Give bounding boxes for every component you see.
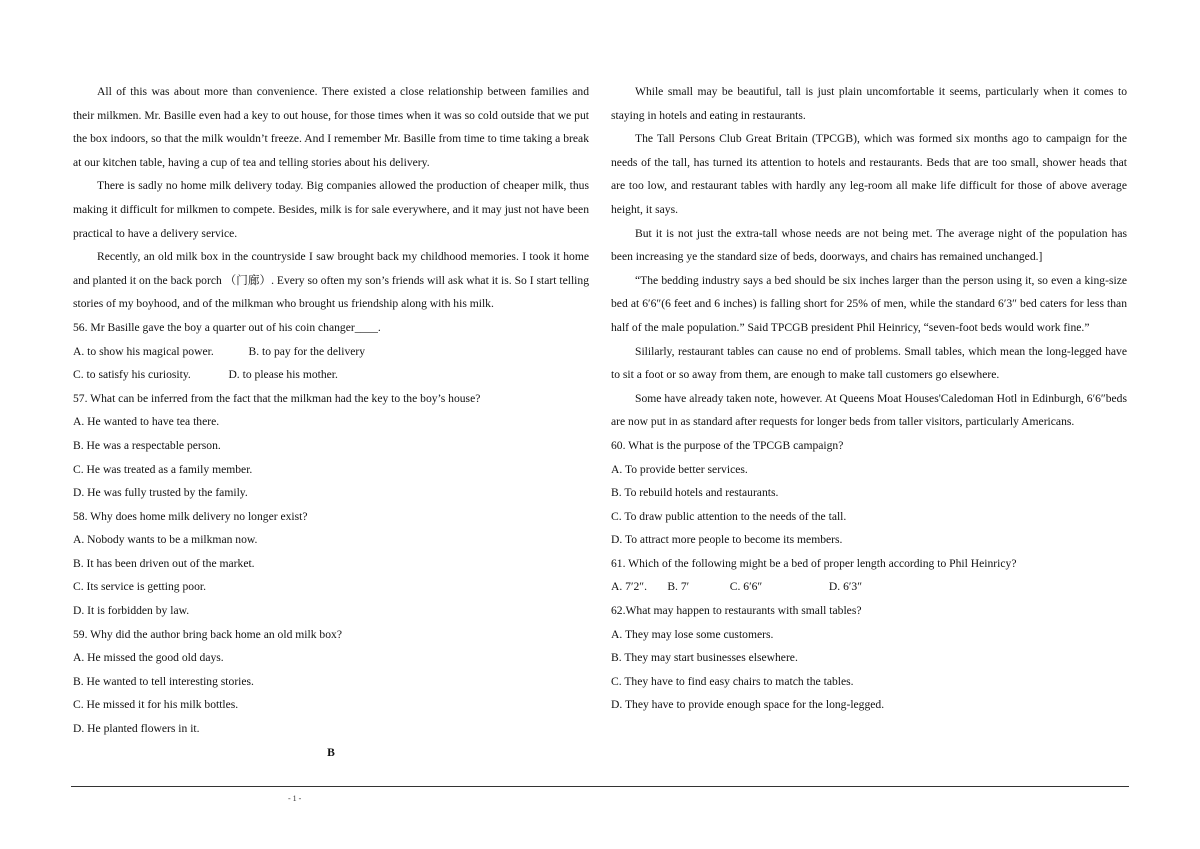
- passage-b-paragraph-3: But it is not just the extra-tall whose needs are not being met. The average night of the population has been increasing ye the standard size of beds, doorways, and chairs has remained unchanged.]: [611, 226, 1127, 264]
- passage-b-paragraph-2: The Tall Persons Club Great Britain (TPCGB), which was formed six months ago to campaign for the needs of the tall, has turned its attention to hotels and restaurants. Beds that are too small, shower heads that are too low, and restaurant tables with hardly any leg-room all make life difficult for those of above average height, it says.: [611, 132, 1127, 216]
- question-61-options: A. 7′2″. B. 7′ C. 6′6″ D. 6′3″: [611, 580, 863, 594]
- passage-b-paragraph-6: Some have already taken note, however. At Queens Moat Houses'Caledoman Hotl in Edinburgh, 6′6″beds are now put in as standard after requests for longer beds from taller visitors, particularly Americans.: [611, 391, 1127, 429]
- question-56-options-row-2: C. to satisfy his curiosity. D. to please his mother.: [73, 368, 338, 382]
- passage-paragraph-2: There is sadly no home milk delivery today. Big companies allowed the production of cheaper milk, thus making it difficult for milkmen to compete. Besides, milk is for sale everywhere, and it may just not have been practical to have a delivery service.: [73, 179, 589, 240]
- passage-paragraph-3: Recently, an old milk box in the countryside I saw brought back my childhood memories. I took it home and planted it on the back porch （门廊）. Every so often my son’s friends will ask what it is. So I start telling stories of my boyhood, and of the milkman who brought us friendship along with his milk.: [73, 250, 589, 311]
- question-57-option-d: D. He was fully trusted by the family.: [73, 486, 248, 500]
- passage-b-paragraph-5: Sililarly, restaurant tables can cause no end of problems. Small tables, which mean the long-legged have to sit a foot or so away from them, are enough to make tall customers go elsewhere.: [611, 344, 1127, 382]
- question-62-option-b: B. They may start businesses elsewhere.: [611, 651, 798, 665]
- passage-paragraph-1: All of this was about more than convenience. There existed a close relationship between families and their milkmen. Mr. Basille even had a key to out house, for those times when it was so cold outside that we put the box indoors, so that the milk wouldn’t freeze. And I remember Mr. Basille from time to time taking a break at our kitchen table, having a cup of tea and telling stories about his delivery.: [73, 85, 589, 169]
- question-58-option-d: D. It is forbidden by law.: [73, 604, 190, 618]
- question-59-option-d: D. He planted flowers in it.: [73, 722, 200, 736]
- question-57-option-a: A. He wanted to have tea there.: [73, 415, 220, 429]
- question-59: 59. Why did the author bring back home an old milk box?: [73, 627, 342, 641]
- question-56-options-row-1: A. to show his magical power. B. to pay for the delivery: [73, 344, 366, 358]
- passage-b-paragraph-4: “The bedding industry says a bed should be six inches larger than the person using it, so even a king-size bed at 6′6″(6 feet and 6 inches) is falling short for 25% of men, while the standard 6′3″ bed caters for less than half of the male population.” Said TPCGB president Phil Heinricy, “seven-foot beds would work fine.”: [611, 273, 1127, 334]
- question-62: 62.What may happen to restaurants with small tables?: [611, 604, 862, 618]
- question-60-option-c: C. To draw public attention to the needs of the tall.: [611, 509, 847, 523]
- page-number: - 1 -: [288, 794, 302, 803]
- question-58-option-b: B. It has been driven out of the market.: [73, 556, 255, 570]
- question-57-option-c: C. He was treated as a family member.: [73, 462, 253, 476]
- question-60-option-a: A. To provide better services.: [611, 462, 748, 476]
- section-label-b: B: [327, 745, 335, 759]
- right-column: [611, 80, 1127, 717]
- passage-b-paragraph-1: While small may be beautiful, tall is just plain uncomfortable it seems, particularly when it comes to staying in hotels and eating in restaurants.: [611, 85, 1127, 122]
- question-57: 57. What can be inferred from the fact that the milkman had the key to the boy’s house?: [73, 391, 481, 405]
- question-59-option-c: C. He missed it for his milk bottles.: [73, 698, 239, 712]
- question-60-option-b: B. To rebuild hotels and restaurants.: [611, 486, 779, 500]
- question-60-option-d: D. To attract more people to become its members.: [611, 533, 843, 547]
- question-62-option-a: A. They may lose some customers.: [611, 627, 774, 641]
- question-59-option-a: A. He missed the good old days.: [73, 651, 224, 665]
- question-62-option-c: C. They have to find easy chairs to match the tables.: [611, 674, 854, 688]
- question-61: 61. Which of the following might be a bed of proper length according to Phil Heinricy?: [611, 556, 1017, 570]
- question-59-option-b: B. He wanted to tell interesting stories.: [73, 674, 254, 688]
- question-62-option-d: D. They have to provide enough space for the long-legged.: [611, 698, 885, 712]
- question-60: 60. What is the purpose of the TPCGB campaign?: [611, 438, 844, 452]
- question-58-option-a: A. Nobody wants to be a milkman now.: [73, 533, 258, 547]
- footer-rule: [71, 786, 1129, 787]
- question-58: 58. Why does home milk delivery no longer exist?: [73, 509, 308, 523]
- question-57-option-b: B. He was a respectable person.: [73, 438, 221, 452]
- left-column: [73, 80, 589, 764]
- question-58-option-c: C. Its service is getting poor.: [73, 580, 206, 594]
- question-56: 56. Mr Basille gave the boy a quarter out of his coin changer____.: [73, 320, 381, 334]
